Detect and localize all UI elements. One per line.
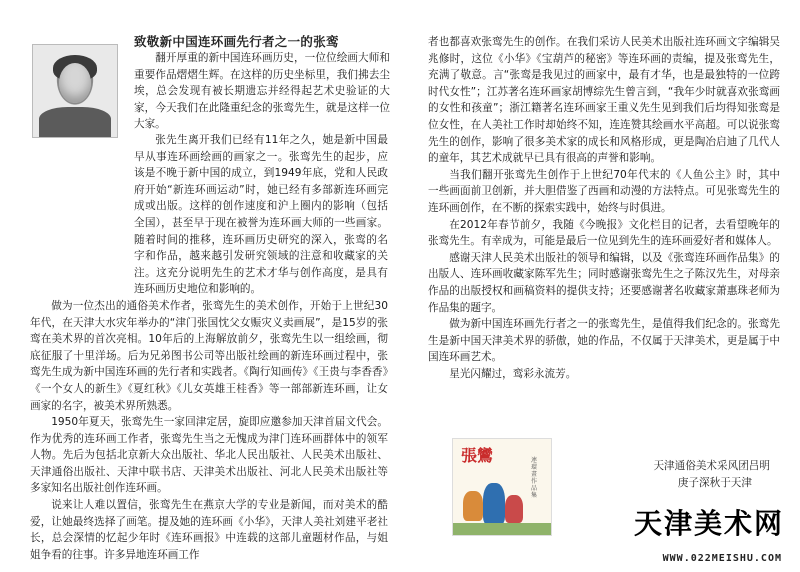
signature-date: 庚子深秋于天津 [677, 477, 752, 489]
article-title: 致敬新中国连环画先行者之一的张鸾 [134, 34, 339, 49]
signature-author: 天津通俗美术采风团吕明 [653, 460, 770, 472]
paragraph-3: 1950年夏天，张鸾先生一家回津定居，旋即应邀参加天津首届文代会。作为优秀的连环画工作者，张鸾先生当之无愧成为津门连环画群体中的领军人物。先后为包括北京新大众出版社、华北人民出版社、人民美术出版社、天津通俗出版社、天津中联书店、天津美术出版社、河北人民美术出版社等多家知名出版社创作连环画。 [30, 416, 388, 495]
paragraph-visit: 在2012年春节前夕，我随《今晚报》文化栏目的记者，去看望晚年的张鸾先生。有幸成为，可能是最后一位见到先生的连环画爱好者和媒体人。 [428, 218, 780, 248]
paragraph-continued: 者也都喜欢张鸾先生的创作。在我们采访人民美术出版社连环画文字编辑吴兆修时，这位《小华》《宝葫芦的秘密》等连环画的责编，提及张鸾先生，充满了敬意。言“张鸾是我见过的画家中，最有才华，也是最独特的一位跨时代女性”；江苏著名连环画家胡博综先生曾言到，“我年少时就喜欢张鸾画的女性和孩童”；浙江籍著名连环画家王重义先生见到我们后均得知张鸾是位女性，在人美社工作时却始终不知，连连赞其绘画水平高超。可以说张鸾先生的创作，影响了很多美术家的成长和风格形成，更是陶冶启迪了几代人的童年，其艺术成就早已具有很高的声誉和影响。 [428, 36, 780, 165]
intro-paragraph: 翻开厚重的新中国连环画历史，一位位绘画大师和重要作品熠熠生辉。在这样的历史坐标里，我们拂去尘埃，总会发现有被长期遗忘并经得起艺术史验证的大家，今天我们在此隆重纪念的张鸾先生，就是这样一位大家。 [134, 52, 390, 131]
paragraph-1: 张先生离开我们已经有11年之久，她是新中国最早从事连环画绘画的画家之一。张鸾先生的起步，应该是不晚于新中国的成立，到1949年底，党和人民政府开始“新连环画运动”时，她已经有多部新连环画完成或出版。这样的创作速度和沪上圈内的影响（包括全国），甚至早于现在被誉为连环画大师的一些画家。随着时间的推移，连环画历史研究的深入，张鸾的名字和作品，越来越引发研究领域的注意和收藏家的关注。这充分说明先生的艺术才华与创作高度，是具有连环画历史地位和影响的。 [134, 134, 388, 296]
portrait-photo [32, 44, 118, 138]
site-watermark: 天津美术网 [633, 507, 784, 540]
book-cover-thumbnail [452, 438, 552, 536]
paragraph-2: 做为一位杰出的通俗美术作者，张鸾先生的美术创作，开始于上世纪30年代，在天津大水灾年举办的“津门张国忱父女赈灾义卖画展”，是15岁的张鸾在美术界的首次亮相。10年后的上海解放前夕，张鸾先生以一组绘画，彻底征服了十里洋场。后为兄弟图书公司等出版社绘画的新连环画过程中，张鸾先生成为新中国连环画的先行者和实践者。《陶行知画传》《王贵与李香香》《一个女人的新生》《夏红秋》《儿女英雄王桂香》等一部部新连环画，让女画家的名字，被美术界所熟悉。 [30, 299, 388, 412]
cover-figure-2 [483, 483, 505, 525]
right-body [428, 34, 780, 382]
left-body [30, 132, 388, 563]
paragraph-thanks: 感谢天津人民美术出版社的领导和编辑，以及《张鸾连环画作品集》的出版人、连环画收藏家陈军先生；同时感谢张鸾先生之子陈汉先生，对母亲作品的出版授权和画稿资料的提供支持；还要感谢著名收藏家萧惠珠老师为作品集的题字。 [428, 251, 780, 314]
signature [580, 458, 770, 492]
paragraph-conclusion: 做为新中国连环画先行者之一的张鸾先生，是值得我们纪念的。张鸾先生是新中国天津美术界的骄傲，她的作品，不仅属于天津美术，更是属于中国连环画艺术。 [428, 318, 780, 364]
paragraph-mermaid: 当我们翻开张鸾先生创作于上世纪70年代末的《人鱼公主》时，其中一些画面前卫创新，并大胆借鉴了西画和动漫的方法特点。可见张鸾先生的连环画创作，在不断的探索实践中，始终与时俱进。 [428, 168, 780, 214]
cover-figure-3 [505, 495, 523, 523]
cover-title: 張鸞 [461, 446, 494, 465]
portrait-face [59, 63, 91, 103]
cover-ground [453, 523, 551, 535]
cover-figure-1 [463, 491, 483, 521]
right-page [400, 0, 800, 572]
paragraph-4: 说来让人难以置信，张鸾先生在燕京大学的专业是新闻，而对美术的酷爱，让她最终选择了画笔。提及她的连环画《小华》，天津人美社刘建平老社长，总会深情的忆起少年时《连环画报》中连载的这部儿童题材作品，与姐姐争看的往事。许多异地连环画工作 [30, 499, 388, 561]
cover-vertical-text: 連環畫作品集 [531, 457, 538, 499]
paragraph-closing: 星光闪耀过，鸾彩永流芳。 [449, 367, 577, 380]
site-watermark-url: WWW.022MEISHU.COM [662, 553, 782, 564]
paragraph-1-tail [134, 132, 388, 298]
